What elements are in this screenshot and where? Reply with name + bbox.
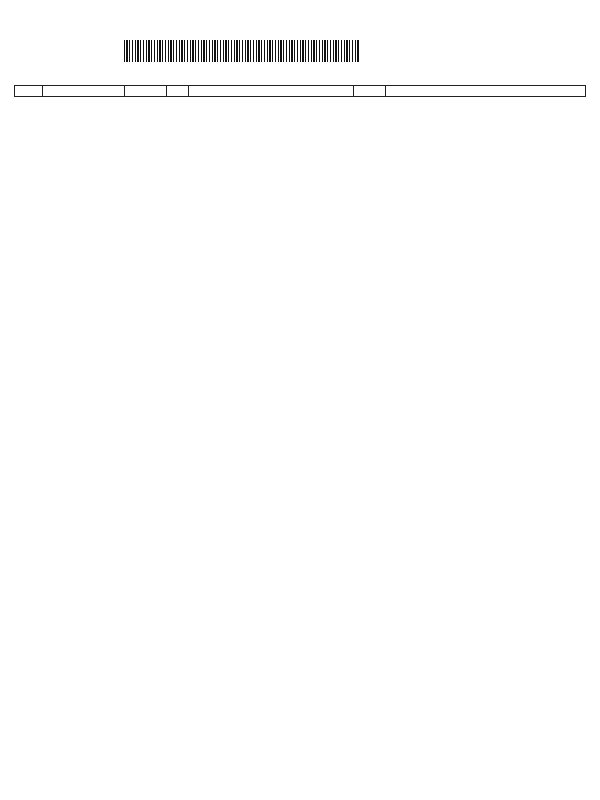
runsheet-table [14,85,586,97]
barcode [124,40,360,62]
table-header [15,86,586,97]
col-weight [124,86,166,97]
col-pcs [166,86,188,97]
col-consignee [188,86,354,97]
col-consignment [42,86,124,97]
col-sno [15,86,43,97]
col-seal [386,86,586,97]
col-remarks [354,86,386,97]
